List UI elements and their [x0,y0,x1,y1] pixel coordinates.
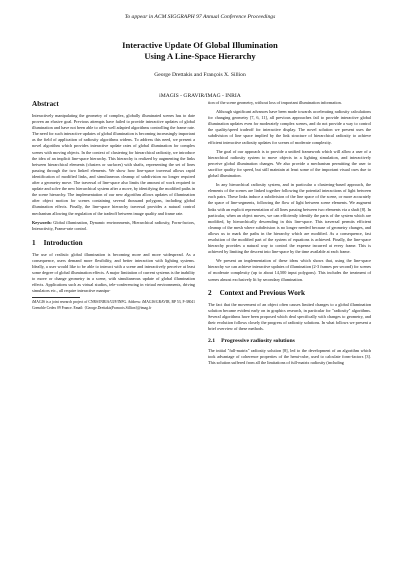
section-2-title: Context and Previous Work [219,288,305,297]
keywords [32,220,195,232]
footnote-rule [32,297,80,298]
section-2-body: The fact that the movement of an object often causes limited changes to a global illumination solution became evident early on in graphics research, in particular for "radiosity" algorithms. Several algorithms have been proposed which deal specifically with changes to geometry, and their evolution follows closely the progress of radiosity solutions. In what follows we present a brief overview of these methods. [208,301,371,331]
intro-continued-4: In any hierarchical radiosity system, and in particular a clustering-based approach, the elements of the scenes are linked together following the potential interactions of light between each pairs. These links induce a subdivision of the line space of the scene, or more accurately the space of line-segments, following the flow of light between scene elements. We augment links with an explicit representation of all lines passing between two elements via a shaft [8]. In particular, when an object moves, we can efficiently identify the parts of the system which are modified, by hierarchically descending in this line-space. This traversal permits efficient cleanup of the mesh where subdivision is no longer needed because of geometry changes, and allows us to mark the paths in the hierarchy which are modified. As a consequence, fast resolution of the modified part of the system of equations is achieved. Finally, the line-space hierarchy provides a natural way to control the expense incurred at every frame. This is achieved by limiting the descent into line-space by the time available at each frame. [208,182,371,255]
section-2-heading [208,289,371,298]
paper-title [0,40,400,62]
left-column [32,100,195,311]
subsection-2-1-title: Progressive radiosity solutions [221,338,295,345]
abstract-heading: Abstract [32,100,59,108]
keywords-label: Keywords: [32,219,52,225]
keywords-text: Global illumination, Dynamic environments, Hierarchical radiosity, Form-factors, Interactivity, Frame-rate control. [32,219,195,231]
subsection-2-1-body: The initial "full-matrix" radiosity solution [8], led to the development of an algorithm which took advantage of coherence properties of the hemi-cube, used to calculate form-factors [3]. This solution suffered from all the limitations of full-matrix radiosity (including [208,348,371,366]
intro-continued-2: Although significant advances have been made towards accelerating radiosity calculations for changing geometry [7, 6, 11], all previous approaches fail to provide interactive global illumination updates even for moderately complex scenes, and do not provide a way to control the quality/speed tradeoff for interactive display. The novel solution we present uses the subdivision of line space implied by the link structure of hierarchical radiosity to achieve efficient interactive radiosity updates for scenes of moderate complexity. [208,109,371,145]
intro-continued-3: The goal of our approach is to provide a unified framework which will allow a user of a hierarchical radiosity system to move objects in a lighting simulation, and interactively perceive global illumination changes. We also provide a mechanism permitting the user to sacrifice quality for speed, but still maintain at least some of the important visual cues due to global illumination. [208,148,371,179]
authors: George Drettakis and François X. Sillion [154,72,246,78]
introduction-body: The use of realistic global illumination is becoming more and more widespread. As a consequence, users demand more flexibility, and better interaction with lighting systems. Ideally, a user would like to be able to interact with a scene and interactively perceive at least some degree of global illumination effects. A major limitation of current systems is the inability to move or change geometry in a scene, with simultaneous update of global illumination effects. Applications such as virtual studios, tele-conferencing in virtual environments, driving simulators etc., all require interactive manipu- [32,251,195,294]
intro-continued-5: We present an implementation of these ideas which shows that, using the line-space hierarchy we can achieve interactive updates of illumination (2-3 frames per second) for scenes of moderate complexity (up to about 14,500 input polygons). This includes the treatment of scenes almost exclusively lit by secondary illumination. [208,258,371,282]
title-line-2: Using A Line-Space Hierarchy [144,51,256,61]
subsection-2-1-heading [208,337,371,345]
affiliation: iMAGIS - GRAVIR/IMAG - INRIA [159,93,241,99]
right-column [208,100,371,369]
intro-continued-1: tion of the scene geometry, without loss of important illumination information. [208,100,342,105]
section-1-heading [32,239,195,248]
subsection-2-1-number: 2.1 [208,338,216,345]
venue-line: To appear in ACM SIGGRAPH 97 Annual Conference Proceedings [124,14,276,20]
section-2-number: 2 [208,288,212,297]
section-1-number: 1 [32,238,36,247]
title-line-1: Interactive Update Of Global Illumination [122,40,278,50]
abstract-body: Interactively manipulating the geometry of complex, globally illuminated scenes has to date proven an elusive goal. Previous attempts have failed to provide interactive updates of global illumination and have not been able to offer well adapted algorithms controlling the frame rate. The need for such interactive updates of global illumination is becoming increasingly important as the field of application of radiosity algorithms widens. To address this need, we present a novel algorithm which provides interactive update rates of global illumination for complex scenes with moving objects. In the context of clustering for hierarchical radiosity, we introduce the idea of an implicit line-space hierarchy. This hierarchy is realized by augmenting the links between hierarchical elements (clusters or surfaces) with shafts, representing the set of lines passing through the two linked elements. We show how line-space traversal allows rapid identification of modified links, and simultaneous cleanup of subdivision no longer required after a geometry move. The traversal of line-space also limits the amount of work required to update and solve the new hierarchical system after a move, by identifying the modified paths in the scene hierarchy. The implementation of our new algorithm allows updates of illumination after object motion for scenes containing several thousand polygons, including global illumination effects. Finally, the line-space hierarchy traversal provides a natural control mechanism allowing the regulation of the tradeoff between image quality and frame rate. [32,113,195,216]
section-1-title: Introduction [43,238,83,247]
footnote: iMAGIS is a joint research project of CNRS/INRIA/UJF/INPG. Address: iMAGIS/GRAVIR, BP 53, F-38041 Grenoble Cedex 09 France. Email: {George.Drettakis|Francois.Sillion}@imag.fr [32,300,195,310]
